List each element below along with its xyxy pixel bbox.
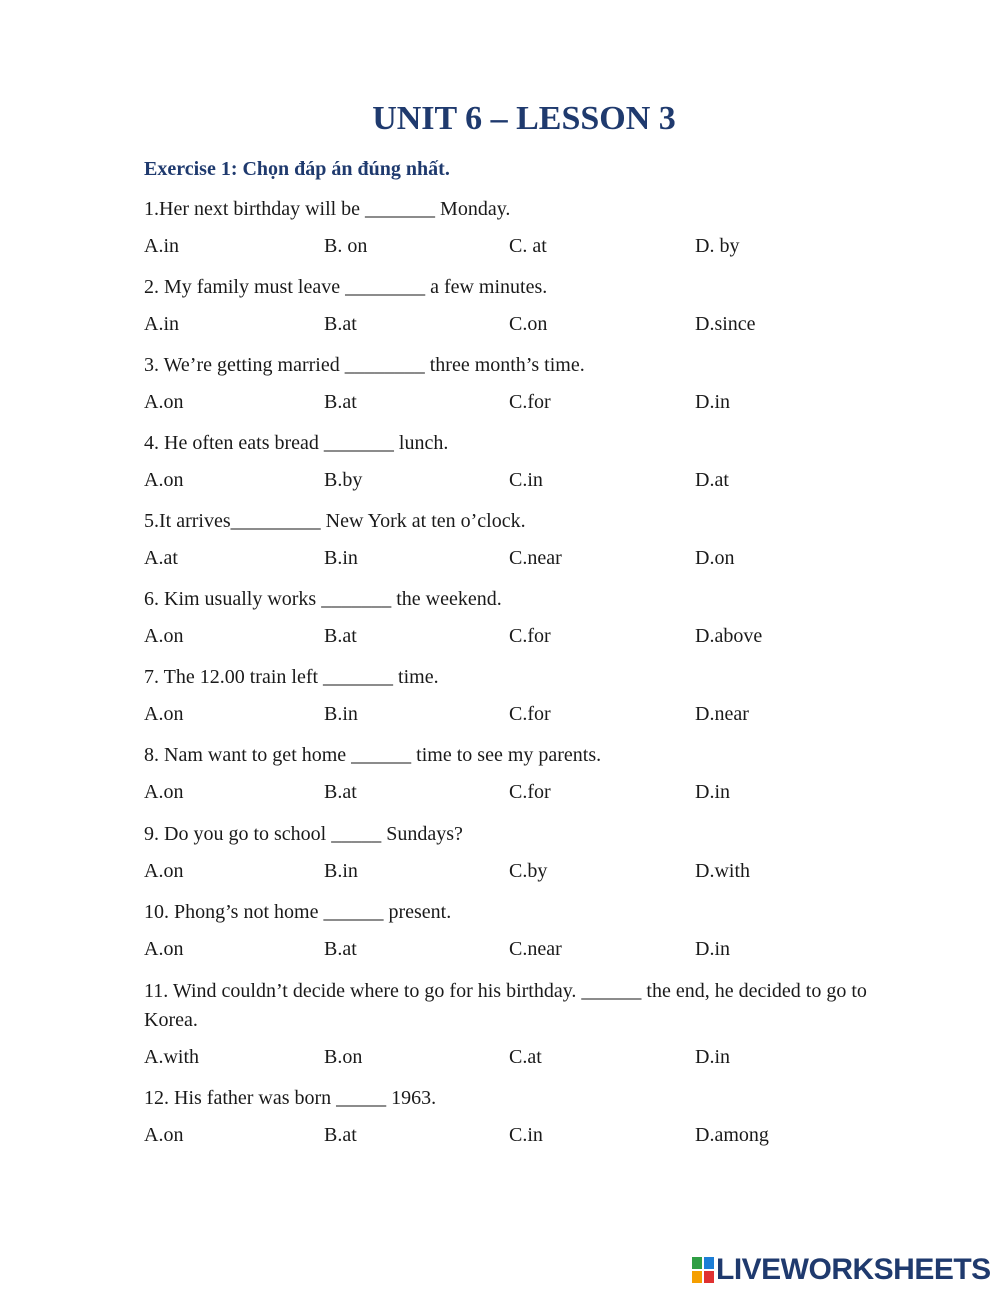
option-c[interactable]: C. at — [509, 235, 547, 257]
options-row-12 — [144, 1124, 904, 1150]
option-a[interactable]: A.on — [144, 781, 184, 803]
options-row-5 — [144, 547, 904, 573]
option-a[interactable]: A.with — [144, 1046, 199, 1068]
logo-mark-icon — [692, 1257, 714, 1283]
options-row-3 — [144, 391, 904, 417]
option-b[interactable]: B.at — [324, 781, 357, 803]
option-b[interactable]: B.by — [324, 469, 363, 491]
option-a[interactable]: A.in — [144, 235, 179, 257]
options-row-4 — [144, 469, 904, 495]
option-b[interactable]: B.at — [324, 625, 357, 647]
question-9: 9. Do you go to school _____ Sundays? — [144, 823, 463, 845]
options-row-10 — [144, 938, 904, 964]
option-a[interactable]: A.in — [144, 313, 179, 335]
option-d[interactable]: D.on — [695, 547, 735, 569]
option-d[interactable]: D.in — [695, 781, 730, 803]
option-d[interactable]: D.since — [695, 313, 756, 335]
option-b[interactable]: B.in — [324, 860, 358, 882]
option-d[interactable]: D.in — [695, 1046, 730, 1068]
option-d[interactable]: D.at — [695, 469, 729, 491]
options-row-1 — [144, 235, 904, 261]
question-5: 5.It arrives_________ New York at ten o’clock. — [144, 510, 526, 532]
question-11: 11. Wind couldn’t decide where to go for his birthday. ______ the end, he decided to go to Korea. — [144, 980, 867, 1031]
option-a[interactable]: A.on — [144, 469, 184, 491]
option-a[interactable]: A.on — [144, 625, 184, 647]
option-b[interactable]: B.at — [324, 313, 357, 335]
options-row-11 — [144, 1046, 904, 1072]
option-b[interactable]: B.at — [324, 938, 357, 960]
option-d[interactable]: D. by — [695, 235, 740, 257]
option-a[interactable]: A.on — [144, 860, 184, 882]
option-a[interactable]: A.on — [144, 1124, 184, 1146]
option-c[interactable]: C.by — [509, 860, 548, 882]
option-b[interactable]: B.in — [324, 547, 358, 569]
option-d[interactable]: D.near — [695, 703, 749, 725]
option-d[interactable]: D.in — [695, 938, 730, 960]
page-title: UNIT 6 – LESSON 3 — [372, 100, 676, 137]
question-6: 6. Kim usually works _______ the weekend. — [144, 588, 502, 610]
logo-block-green — [692, 1257, 702, 1269]
option-b[interactable]: B.in — [324, 703, 358, 725]
option-d[interactable]: D.above — [695, 625, 763, 647]
options-row-9 — [144, 860, 904, 886]
option-c[interactable]: C.for — [509, 625, 551, 647]
logo-text: LIVEWORKSHEETS — [716, 1253, 991, 1286]
question-10: 10. Phong’s not home ______ present. — [144, 901, 452, 923]
option-c[interactable]: C.in — [509, 469, 543, 491]
option-a[interactable]: A.at — [144, 547, 178, 569]
question-7: 7. The 12.00 train left _______ time. — [144, 666, 439, 688]
option-b[interactable]: B.at — [324, 391, 357, 413]
option-d[interactable]: D.with — [695, 860, 750, 882]
options-row-2 — [144, 313, 904, 339]
question-3: 3. We’re getting married ________ three month’s time. — [144, 354, 585, 376]
question-12: 12. His father was born _____ 1963. — [144, 1087, 437, 1109]
option-b[interactable]: B. on — [324, 235, 368, 257]
options-row-8 — [144, 781, 904, 807]
option-b[interactable]: B.on — [324, 1046, 363, 1068]
option-c[interactable]: C.near — [509, 938, 562, 960]
option-c[interactable]: C.at — [509, 1046, 542, 1068]
options-row-6 — [144, 625, 904, 651]
option-b[interactable]: B.at — [324, 1124, 357, 1146]
option-d[interactable]: D.among — [695, 1124, 769, 1146]
option-a[interactable]: A.on — [144, 703, 184, 725]
logo-block-red — [704, 1271, 714, 1283]
option-d[interactable]: D.in — [695, 391, 730, 413]
question-1: 1.Her next birthday will be _______ Monday. — [144, 198, 511, 220]
question-4: 4. He often eats bread _______ lunch. — [144, 432, 449, 454]
question-2: 2. My family must leave ________ a few minutes. — [144, 276, 548, 298]
logo-block-blue — [704, 1257, 714, 1269]
options-row-7 — [144, 703, 904, 729]
question-8: 8. Nam want to get home ______ time to see my parents. — [144, 744, 602, 766]
option-c[interactable]: C.for — [509, 703, 551, 725]
logo-block-yellow — [692, 1271, 702, 1283]
option-c[interactable]: C.near — [509, 547, 562, 569]
option-c[interactable]: C.for — [509, 391, 551, 413]
option-c[interactable]: C.on — [509, 313, 548, 335]
option-a[interactable]: A.on — [144, 938, 184, 960]
option-c[interactable]: C.in — [509, 1124, 543, 1146]
option-c[interactable]: C.for — [509, 781, 551, 803]
option-a[interactable]: A.on — [144, 391, 184, 413]
exercise-heading: Exercise 1: Chọn đáp án đúng nhất. — [144, 158, 450, 180]
liveworksheets-logo — [692, 1254, 991, 1286]
